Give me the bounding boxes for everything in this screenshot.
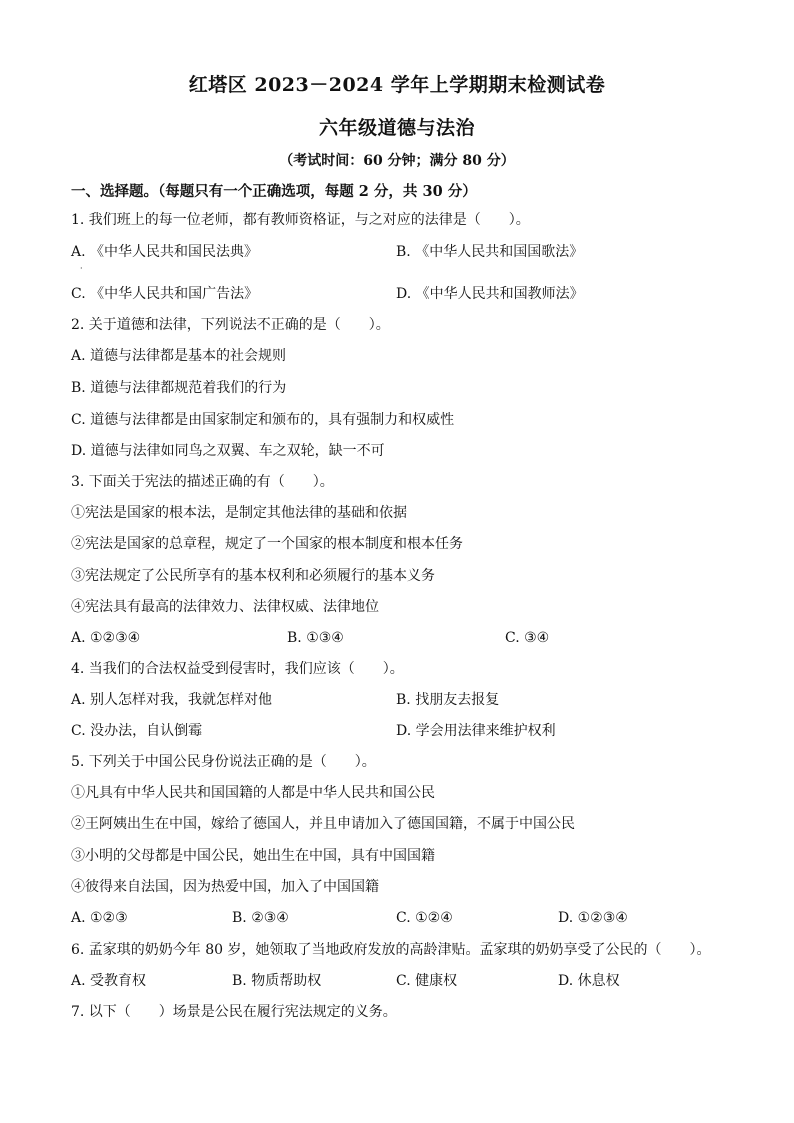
question-6-option-b: B. 物质帮助权: [232, 973, 322, 989]
question-1-option-c: C. 《中华人民共和国广告法》: [71, 286, 259, 302]
question-5-statement-1: ①凡具有中华人民共和国国籍的人都是中华人民共和国公民: [71, 785, 435, 801]
question-3-statement-4: ④宪法具有最高的法律效力、法律权威、法律地位: [71, 599, 379, 615]
question-5-statement-4: ④彼得来自法国，因为热爱中国，加入了中国国籍: [71, 879, 379, 895]
question-6-option-c: C. 健康权: [396, 973, 458, 989]
question-4-option-d: D. 学会用法律来维护权利: [396, 723, 556, 739]
question-4-option-b: B. 找朋友去报复: [396, 692, 500, 708]
question-3-stem: 3. 下面关于宪法的描述正确的有（ ）。: [71, 474, 334, 490]
question-7-stem: 7. 以下（ ）场景是公民在履行宪法规定的义务。: [71, 1004, 397, 1020]
stray-dot: ·: [80, 264, 83, 273]
question-3-option-a: A. ①②③④: [71, 630, 141, 646]
question-1-option-b: B. 《中华人民共和国国歌法》: [396, 244, 584, 260]
exam-subject: 六年级道德与法治: [318, 117, 475, 139]
question-5-option-c: C. ①②④: [396, 910, 453, 926]
exam-info: （考试时间：60 分钟；满分 80 分）: [279, 153, 515, 169]
exam-title: 红塔区 2023－2024 学年上学期期末检测试卷: [188, 74, 606, 96]
question-4-stem: 4. 当我们的合法权益受到侵害时，我们应该（ ）。: [71, 661, 404, 677]
question-1-option-d: D. 《中华人民共和国教师法》: [396, 286, 584, 302]
question-1-stem: 1. 我们班上的每一位老师，都有教师资格证，与之对应的法律是（ ）。: [71, 212, 530, 228]
question-5-option-d: D. ①②③④: [558, 910, 628, 926]
question-1-option-a: A. 《中华人民共和国民法典》: [71, 244, 259, 260]
question-2-option-a: A. 道德与法律都是基本的社会规则: [71, 348, 287, 364]
question-5-statement-3: ③小明的父母都是中国公民，她出生在中国，具有中国国籍: [71, 848, 435, 864]
question-4-option-c: C. 没办法，自认倒霉: [71, 723, 203, 739]
question-3-option-c: C. ③④: [505, 630, 550, 646]
question-6-stem: 6. 孟家琪的奶奶今年 80 岁，她领取了当地政府发放的高龄津贴。孟家琪的奶奶享受了公民的（ ）。: [71, 942, 711, 958]
question-2-option-c: C. 道德与法律都是由国家制定和颁布的，具有强制力和权威性: [71, 412, 455, 428]
question-5-option-b: B. ②③④: [232, 910, 289, 926]
question-3-statement-3: ③宪法规定了公民所享有的基本权利和必须履行的基本义务: [71, 568, 435, 584]
question-2-option-b: B. 道德与法律都规范着我们的行为: [71, 380, 287, 396]
question-5-stem: 5. 下列关于中国公民身份说法正确的是（ ）。: [71, 754, 376, 770]
question-6-option-a: A. 受教育权: [71, 973, 147, 989]
question-2-stem: 2. 关于道德和法律，下列说法不正确的是（ ）。: [71, 317, 390, 333]
question-3-statement-2: ②宪法是国家的总章程，规定了一个国家的根本制度和根本任务: [71, 536, 463, 552]
question-2-option-d: D. 道德与法律如同鸟之双翼、车之双轮，缺一不可: [71, 443, 385, 459]
question-5-option-a: A. ①②③: [71, 910, 128, 926]
question-6-option-d: D. 休息权: [558, 973, 620, 989]
question-5-statement-2: ②王阿姨出生在中国，嫁给了德国人，并且申请加入了德国国籍，不属于中国公民: [71, 816, 575, 832]
question-4-option-a: A. 别人怎样对我，我就怎样对他: [71, 692, 273, 708]
section-heading: 一、选择题。（每题只有一个正确选项，每题 2 分，共 30 分）: [71, 183, 477, 200]
question-3-statement-1: ①宪法是国家的根本法，是制定其他法律的基础和依据: [71, 505, 407, 521]
question-3-option-b: B. ①③④: [287, 630, 344, 646]
